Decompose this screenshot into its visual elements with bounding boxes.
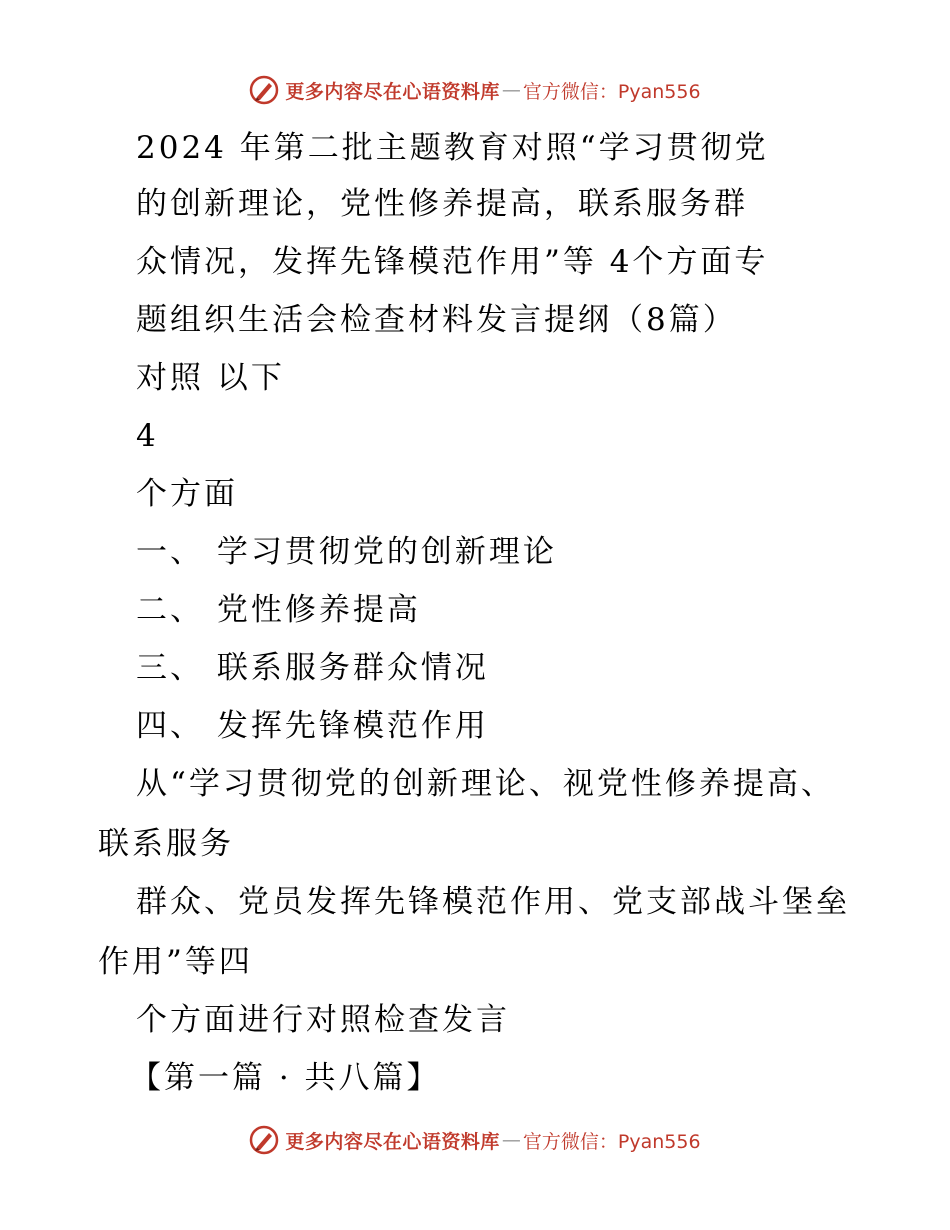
watermark-text: 更多内容尽在心语资料库 [285,1130,500,1153]
pen-logo-icon [249,75,279,105]
paragraph-line-2: 联系服务 [98,826,234,862]
watermark-separator: — [501,79,521,101]
title-line-4: 题组织生活会检查材料发言提纲（8篇） [136,302,737,338]
paragraph-line-3: 群众、党员发挥先锋模范作用、党支部战斗堡垒 [136,884,850,920]
watermark-text: 更多内容尽在心语资料库 [285,80,500,103]
title-line-3: 众情况，发挥先锋模范作用”等 4个方面专 [136,244,769,280]
title-line-1: 2024 年第二批主题教育对照“学习贯彻党 [136,130,769,166]
intro-line-1: 对照 以下 [136,360,285,396]
watermark-footer [0,1120,950,1160]
watermark-contact: 官方微信：Pyan556 [522,1130,701,1153]
intro-line-3: 个方面 [136,476,238,512]
watermark-contact: 官方微信：Pyan556 [522,80,701,103]
watermark-separator: — [501,1129,521,1151]
intro-line-2: 4 [136,418,159,454]
section-marker: 【第一篇 · 共八篇】 [130,1060,441,1096]
aspect-item-3: 三、 联系服务群众情况 [136,650,489,686]
pen-logo-icon [249,1125,279,1155]
paragraph-line-4: 作用”等四 [98,944,253,980]
paragraph-line-5: 个方面进行对照检查发言 [136,1002,510,1038]
aspect-item-1: 一、 学习贯彻党的创新理论 [136,534,557,570]
paragraph-line-1: 从“学习贯彻党的创新理论、视党性修养提高、 [136,766,835,802]
watermark-header [0,70,950,110]
aspect-item-2: 二、 党性修养提高 [136,592,421,628]
aspect-item-4: 四、 发挥先锋模范作用 [136,708,489,744]
title-line-2: 的创新理论，党性修养提高，联系服务群 [136,186,748,222]
